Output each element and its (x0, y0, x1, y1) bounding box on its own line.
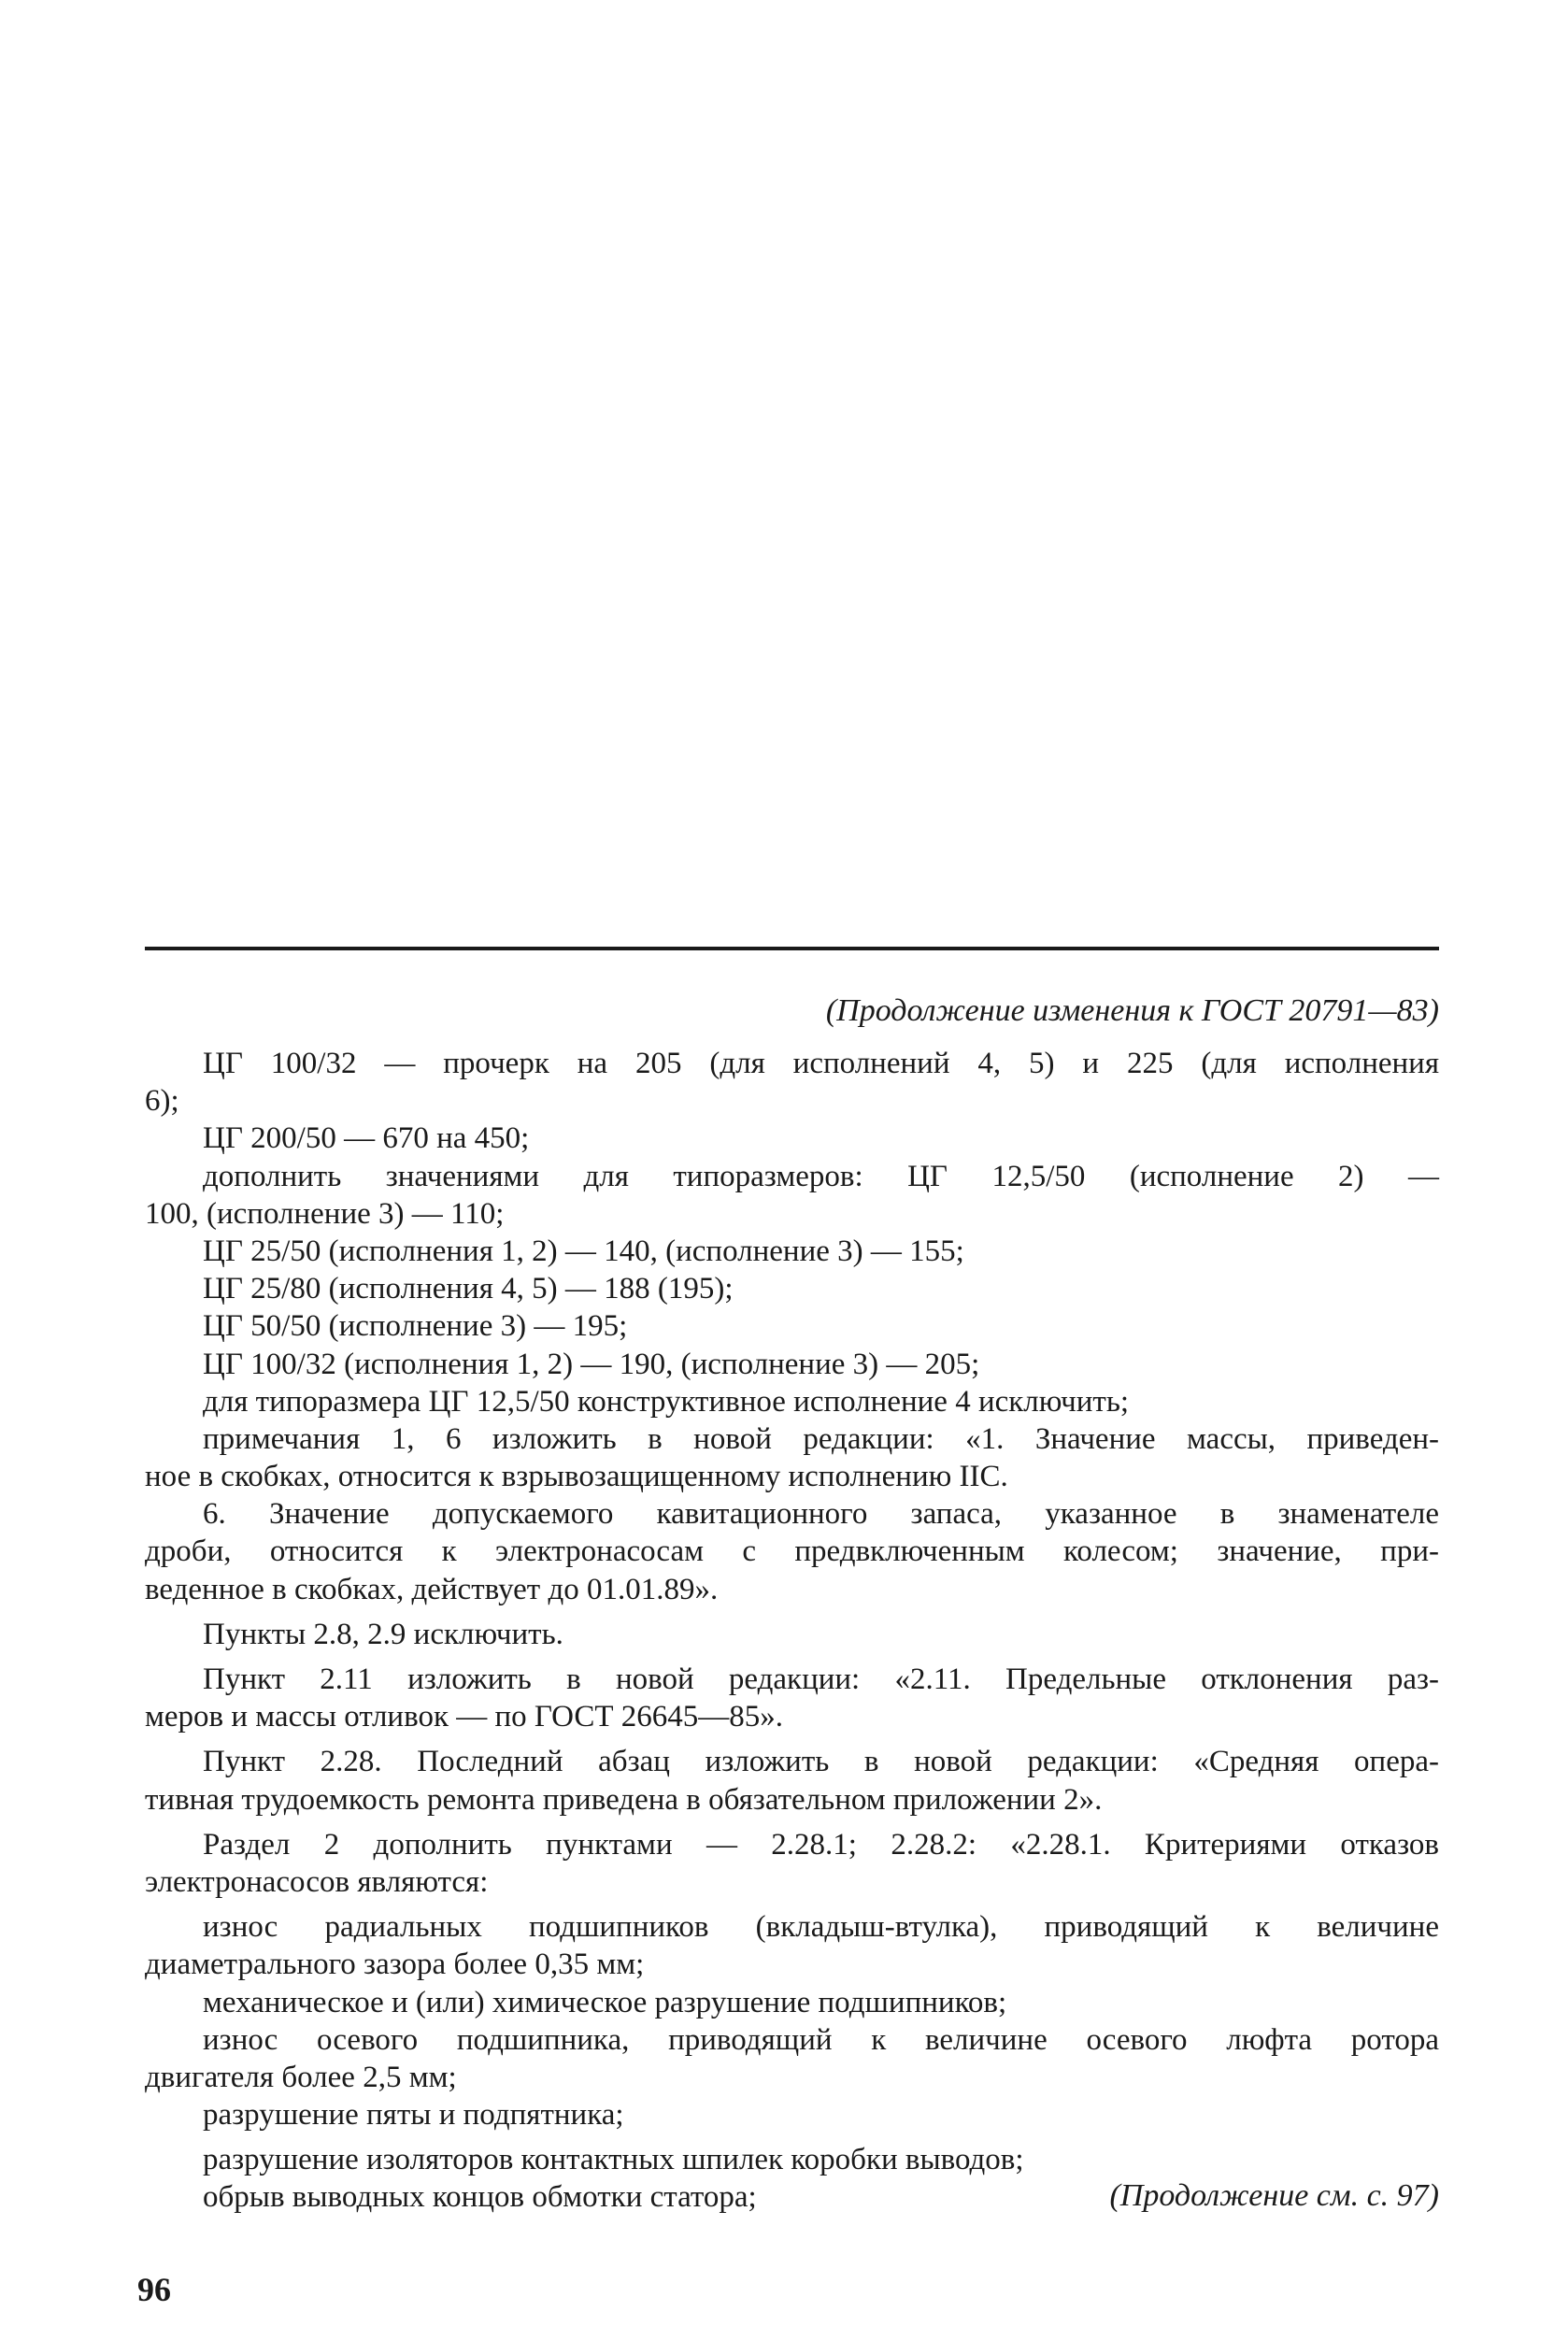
text-line: ЦГ 25/80 (исполнения 4, 5) — 188 (195); (203, 1272, 734, 1306)
text-line: Пункты 2.8, 2.9 исключить. (203, 1617, 563, 1651)
continuation-footer: (Продолжение см. с. 97) (1109, 2178, 1439, 2213)
text-line: примечания 1, 6 изложить в новой редакции: «1. Значение массы, приведен- (203, 1421, 1439, 1456)
page-number: 96 (137, 2271, 171, 2308)
text-line: двигателя более 2,5 мм; (145, 2060, 457, 2094)
continuation-header: (Продолжение изменения к ГОСТ 20791—83) (825, 993, 1439, 1028)
text-line: разрушение изоляторов контактных шпилек коробки выводов; (203, 2143, 1024, 2177)
text-line: электронасосов являются: (145, 1864, 489, 1899)
text-line: ЦГ 200/50 — 670 на 450; (203, 1121, 530, 1156)
text-line: диаметрального зазора более 0,35 мм; (145, 1948, 645, 1982)
text-line: веденное в скобках, действует до 01.01.89». (145, 1572, 719, 1606)
text-line: дополнить значениями для типоразмеров: ЦГ 12,5/50 (исполнение 2) — (203, 1159, 1439, 1193)
text-line: ЦГ 25/50 (исполнения 1, 2) — 140, (исполнение 3) — 155; (203, 1234, 964, 1268)
text-line: износ осевого подшипника, приводящий к величине осевого люфта ротора (203, 2022, 1439, 2057)
text-line: тивная трудоемкость ремонта приведена в обязательном приложении 2». (145, 1782, 1103, 1817)
text-line: ЦГ 100/32 (исполнения 1, 2) — 190, (исполнение 3) — 205; (203, 1347, 980, 1381)
text-line: дроби, относится к электронасосам с предвключенным колесом; значение, при- (145, 1534, 1439, 1569)
text-line: 6); (145, 1084, 179, 1119)
text-line: механическое и (или) химическое разрушение подшипников; (203, 1985, 1007, 2019)
text-line: ЦГ 100/32 — прочерк на 205 (для исполнений 4, 5) и 225 (для исполнения (203, 1047, 1439, 1080)
text-line: ное в скобках, относится к взрывозащищенному исполнению IIС. (145, 1460, 1008, 1494)
text-line: Раздел 2 дополнить пунктами — 2.28.1; 2.28.2: «2.28.1. Критериями отказов (203, 1827, 1439, 1862)
text-line: разрушение пяты и подпятника; (203, 2098, 624, 2133)
text-line: ЦГ 50/50 (исполнение 3) — 195; (203, 1309, 628, 1344)
text-line: Пункт 2.28. Последний абзац изложить в новой редакции: «Средняя опера- (203, 1745, 1439, 1779)
text-line: 6. Значение допускаемого кавитационного запаса, указанное в знаменателе (203, 1497, 1439, 1532)
text-line: обрыв выводных концов обмотки статора; (203, 2180, 757, 2215)
text-line: меров и массы отливок — по ГОСТ 26645—85». (145, 1700, 784, 1734)
body-text (145, 1045, 1439, 2217)
text-line: износ радиальных подшипников (вкладыш-втулка), приводящий к величине (203, 1910, 1439, 1945)
top-rule (145, 947, 1439, 950)
text-line: 100, (исполнение 3) — 110; (145, 1196, 505, 1231)
text-line: Пункт 2.11 изложить в новой редакции: «2.11. Предельные отклонения раз- (203, 1662, 1439, 1696)
text-line: для типоразмера ЦГ 12,5/50 конструктивное исполнение 4 исключить; (203, 1384, 1130, 1419)
